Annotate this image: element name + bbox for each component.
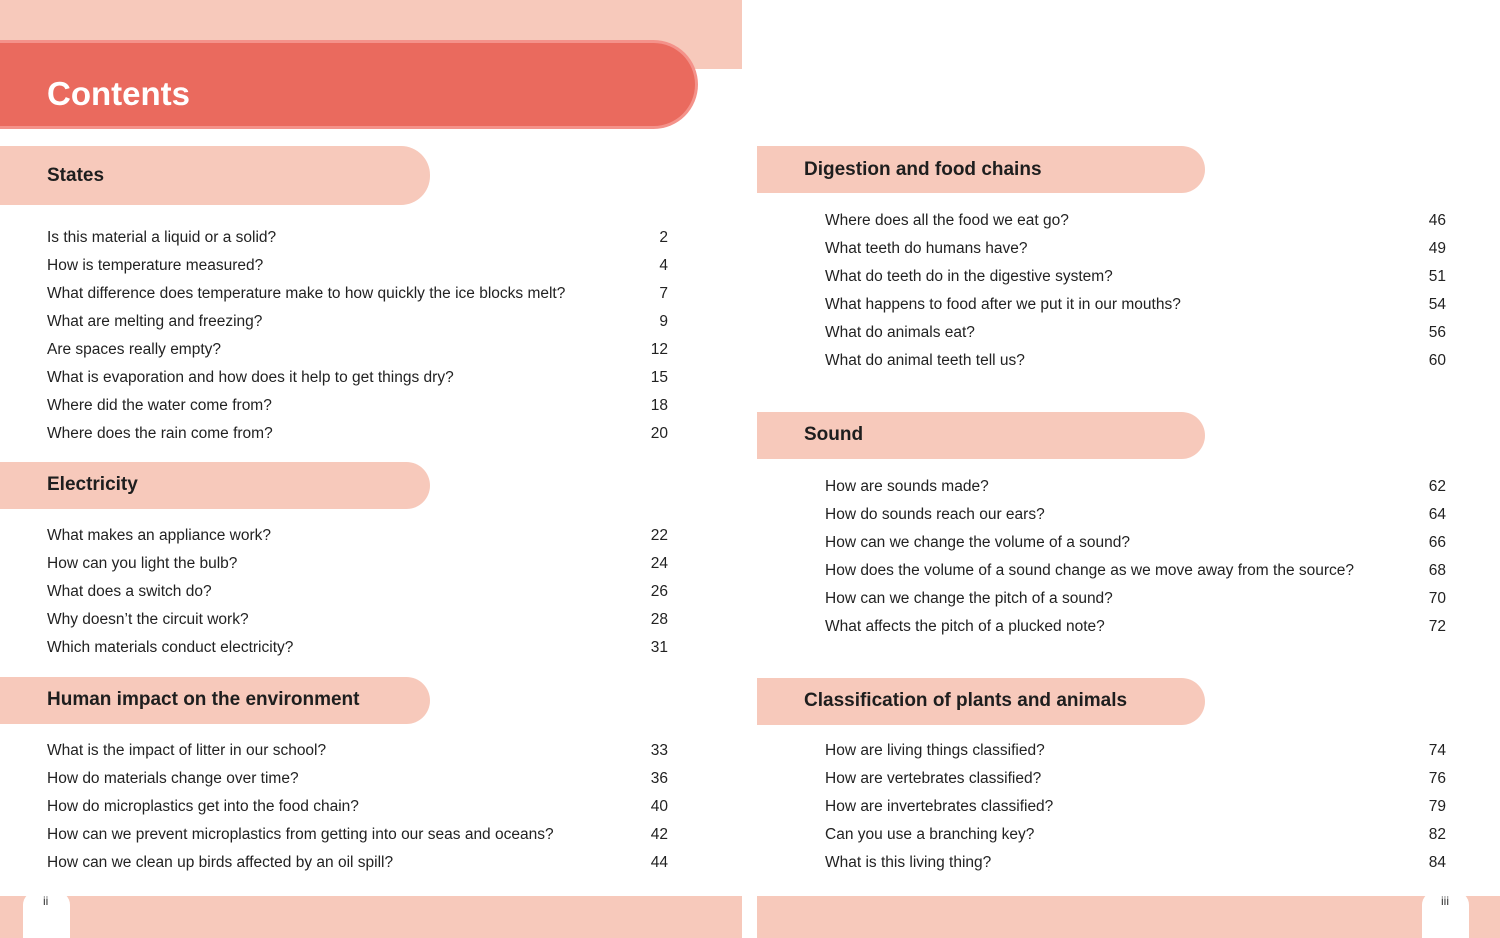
toc-page-number: 36	[650, 770, 668, 787]
toc-page-number: 68	[1428, 562, 1446, 579]
toc-question: Why doesn’t the circuit work?	[47, 611, 249, 628]
toc-question: What do animals eat?	[825, 324, 975, 341]
toc-entry[interactable]	[47, 821, 668, 849]
toc-entry[interactable]	[825, 585, 1446, 613]
toc-entry[interactable]	[825, 501, 1446, 529]
toc-page-number: 12	[650, 341, 668, 358]
toc-question: How are living things classified?	[825, 742, 1045, 759]
toc-question: Where does the rain come from?	[47, 425, 273, 442]
toc-question: How can we change the pitch of a sound?	[825, 590, 1113, 607]
toc-page-number: 4	[659, 257, 668, 274]
toc-entry[interactable]	[47, 336, 668, 364]
toc-entry[interactable]	[47, 522, 668, 550]
toc-question: How are invertebrates classified?	[825, 798, 1054, 815]
toc-question: How can you light the bulb?	[47, 555, 238, 572]
right-page	[757, 0, 1500, 938]
toc-page-number: 62	[1428, 478, 1446, 495]
toc-entry[interactable]	[825, 557, 1446, 585]
toc-entry[interactable]	[825, 737, 1446, 765]
toc-page-number: 70	[1428, 590, 1446, 607]
toc-question: Where does all the food we eat go?	[825, 212, 1069, 229]
toc-page-number: 46	[1428, 212, 1446, 229]
toc-question: How is temperature measured?	[47, 257, 264, 274]
toc-page-number: 54	[1428, 296, 1446, 313]
page-number: iii	[1441, 894, 1449, 908]
page-number: ii	[43, 894, 49, 908]
section-title: Digestion and food chains	[804, 159, 1042, 180]
toc-question: What do teeth do in the digestive system?	[825, 268, 1113, 285]
toc-entry[interactable]	[47, 252, 668, 280]
toc-question: What happens to food after we put it in our mouths?	[825, 296, 1181, 313]
toc-page-number: 33	[650, 742, 668, 759]
toc-question: Where did the water come from?	[47, 397, 272, 414]
toc-entry[interactable]	[825, 319, 1446, 347]
toc-page-number: 72	[1428, 618, 1446, 635]
toc-question: What does a switch do?	[47, 583, 212, 600]
toc-page-number: 15	[650, 369, 668, 386]
toc-question: What affects the pitch of a plucked note?	[825, 618, 1105, 635]
toc-page-number: 79	[1428, 798, 1446, 815]
section-title: States	[47, 165, 105, 186]
toc-entry[interactable]	[825, 613, 1446, 641]
toc-entry[interactable]	[825, 529, 1446, 557]
toc-entry[interactable]	[47, 224, 668, 252]
toc-page-number: 76	[1428, 770, 1446, 787]
toc-question: Are spaces really empty?	[47, 341, 222, 358]
toc-entry[interactable]	[47, 849, 668, 877]
toc-question: What is the impact of litter in our school?	[47, 742, 327, 759]
toc-entry[interactable]	[825, 235, 1446, 263]
toc-page-number: 40	[650, 798, 668, 815]
toc-page-number: 49	[1428, 240, 1446, 257]
toc-page-number: 20	[650, 425, 668, 442]
toc-page-number: 82	[1428, 826, 1446, 843]
toc-page-number: 31	[650, 639, 668, 656]
toc-question: How can we change the volume of a sound?	[825, 534, 1131, 551]
bottom-decor-band	[757, 896, 1500, 938]
toc-question: What is this living thing?	[825, 854, 992, 871]
toc-question: What makes an appliance work?	[47, 527, 272, 544]
toc-entry[interactable]	[825, 821, 1446, 849]
toc-page-number: 60	[1428, 352, 1446, 369]
toc-question: How are sounds made?	[825, 478, 989, 495]
section-title: Electricity	[47, 474, 138, 495]
toc-page-number: 9	[659, 313, 668, 330]
toc-entry[interactable]	[825, 849, 1446, 877]
toc-question: How can we prevent microplastics from getting into our seas and oceans?	[47, 826, 554, 843]
toc-page-number: 84	[1428, 854, 1446, 871]
section-title: Classification of plants and animals	[804, 690, 1128, 711]
toc-entry[interactable]	[825, 347, 1446, 375]
toc-page-number: 2	[659, 229, 668, 246]
toc-question: How does the volume of a sound change as we move away from the source?	[825, 562, 1355, 579]
toc-question: What teeth do humans have?	[825, 240, 1028, 257]
toc-page-number: 51	[1428, 268, 1446, 285]
toc-entry[interactable]	[825, 263, 1446, 291]
toc-entry[interactable]	[47, 606, 668, 634]
toc-entry[interactable]	[47, 420, 668, 448]
toc-page-number: 44	[650, 854, 668, 871]
toc-page-number: 74	[1428, 742, 1446, 759]
toc-question: How can we clean up birds affected by an oil spill?	[47, 854, 394, 871]
toc-question: Is this material a liquid or a solid?	[47, 229, 277, 246]
page-title: Contents	[47, 75, 190, 112]
toc-entry[interactable]	[47, 364, 668, 392]
toc-entry[interactable]	[47, 765, 668, 793]
toc-page-number: 18	[650, 397, 668, 414]
toc-entry[interactable]	[825, 793, 1446, 821]
toc-page-number: 26	[650, 583, 668, 600]
bottom-decor-band	[0, 896, 742, 938]
toc-question: Can you use a branching key?	[825, 826, 1035, 843]
toc-page-number: 7	[659, 285, 668, 302]
toc-entry[interactable]	[47, 280, 668, 308]
toc-question: Which materials conduct electricity?	[47, 639, 294, 656]
toc-entry[interactable]	[825, 765, 1446, 793]
toc-question: How do materials change over time?	[47, 770, 299, 787]
toc-question: How do sounds reach our ears?	[825, 506, 1045, 523]
toc-question: How are vertebrates classified?	[825, 770, 1042, 787]
toc-page-number: 28	[650, 611, 668, 628]
toc-question: What is evaporation and how does it help to get things dry?	[47, 369, 454, 386]
toc-entry[interactable]	[825, 291, 1446, 319]
toc-page-number: 56	[1428, 324, 1446, 341]
toc-entry[interactable]	[47, 578, 668, 606]
toc-entry[interactable]	[47, 308, 668, 336]
section-title: Sound	[804, 424, 864, 445]
toc-question: How do microplastics get into the food chain?	[47, 798, 359, 815]
section-title: Human impact on the environment	[47, 689, 360, 710]
toc-question: What are melting and freezing?	[47, 313, 263, 330]
toc-entry[interactable]	[47, 392, 668, 420]
left-page	[0, 0, 742, 938]
toc-page-number: 42	[650, 826, 668, 843]
toc-entry[interactable]	[47, 550, 668, 578]
toc-page-number: 22	[650, 527, 668, 544]
toc-page-number: 24	[650, 555, 668, 572]
toc-question: What difference does temperature make to how quickly the ice blocks melt?	[47, 285, 566, 302]
toc-entry[interactable]	[825, 473, 1446, 501]
toc-page-number: 66	[1428, 534, 1446, 551]
toc-entry[interactable]	[47, 793, 668, 821]
toc-entry[interactable]	[47, 634, 668, 662]
toc-entry[interactable]	[825, 207, 1446, 235]
toc-question: What do animal teeth tell us?	[825, 352, 1025, 369]
toc-entry[interactable]	[47, 737, 668, 765]
toc-page-number: 64	[1428, 506, 1446, 523]
